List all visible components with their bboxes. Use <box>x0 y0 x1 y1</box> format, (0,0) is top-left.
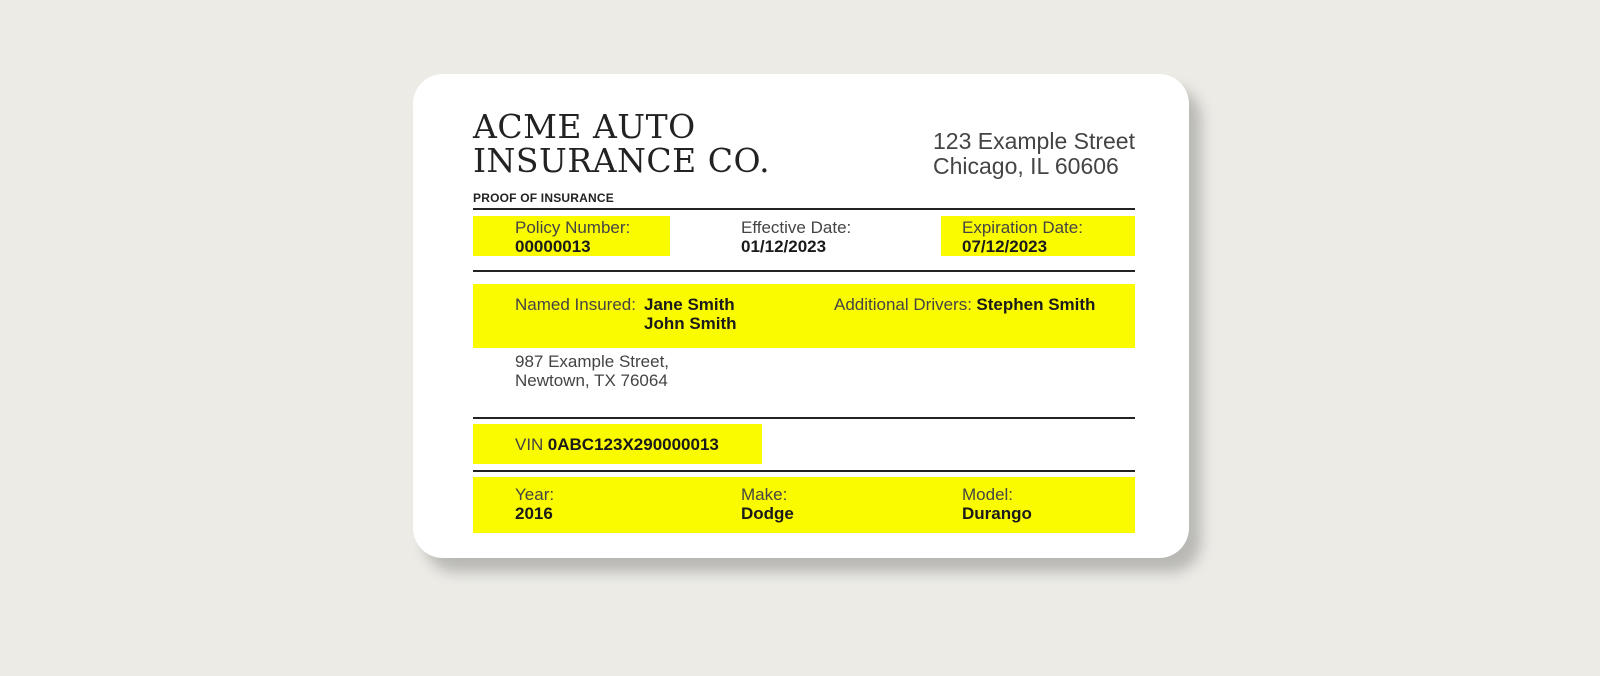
company-address-line1: 123 Example Street <box>932 128 1135 154</box>
document-type-label: PROOF OF INSURANCE <box>473 191 614 205</box>
policy-number-value: 00000013 <box>515 237 591 256</box>
vehicle-year-label: Year: <box>515 485 555 504</box>
insured-address <box>515 352 669 390</box>
vehicle-make-label: Make: <box>741 485 788 504</box>
named-insured-values <box>644 295 737 333</box>
additional-drivers-label: Additional Drivers: <box>834 295 972 314</box>
vehicle-highlight <box>473 477 1135 533</box>
vin-field <box>515 435 719 455</box>
named-insured-label: Named Insured: <box>515 295 636 314</box>
vehicle-year-value: 2016 <box>515 504 553 523</box>
vehicle-year-field <box>515 485 554 523</box>
divider <box>473 270 1135 272</box>
divider <box>473 417 1135 419</box>
vin-value: 0ABC123X290000013 <box>547 435 719 454</box>
effective-date-value: 01/12/2023 <box>741 237 827 256</box>
insured-address-line1: 987 Example Street, <box>515 352 670 371</box>
divider <box>473 470 1135 472</box>
policy-number-label: Policy Number: <box>515 218 631 237</box>
company-address <box>933 129 1135 179</box>
expiration-date-label: Expiration Date: <box>962 218 1083 237</box>
named-insured-2: John Smith <box>644 314 737 333</box>
vehicle-model-value: Durango <box>962 504 1032 523</box>
vehicle-model-field <box>962 485 1032 523</box>
effective-date-label: Effective Date: <box>741 218 852 237</box>
expiration-date-field <box>962 218 1083 256</box>
additional-drivers-field <box>834 295 1095 315</box>
vehicle-make-field <box>741 485 794 523</box>
vin-label: VIN <box>515 435 544 454</box>
named-insured-field <box>515 295 636 315</box>
vehicle-make-value: Dodge <box>741 504 794 523</box>
vehicle-model-label: Model: <box>962 485 1014 504</box>
divider <box>473 208 1135 210</box>
insurance-card <box>413 74 1189 558</box>
additional-drivers-value: Stephen Smith <box>976 295 1096 314</box>
insured-highlight <box>473 284 1135 348</box>
company-address-line2: Chicago, IL 60606 <box>932 153 1119 179</box>
named-insured-1: Jane Smith <box>644 295 735 314</box>
policy-number-field <box>515 218 630 256</box>
expiration-date-value: 07/12/2023 <box>962 237 1048 256</box>
company-name <box>473 107 771 180</box>
company-name-line2: INSURANCE CO. <box>473 141 771 180</box>
insured-address-line2: Newtown, TX 76064 <box>515 371 668 390</box>
company-name-line1: ACME AUTO <box>473 107 696 146</box>
effective-date-field <box>741 218 851 256</box>
